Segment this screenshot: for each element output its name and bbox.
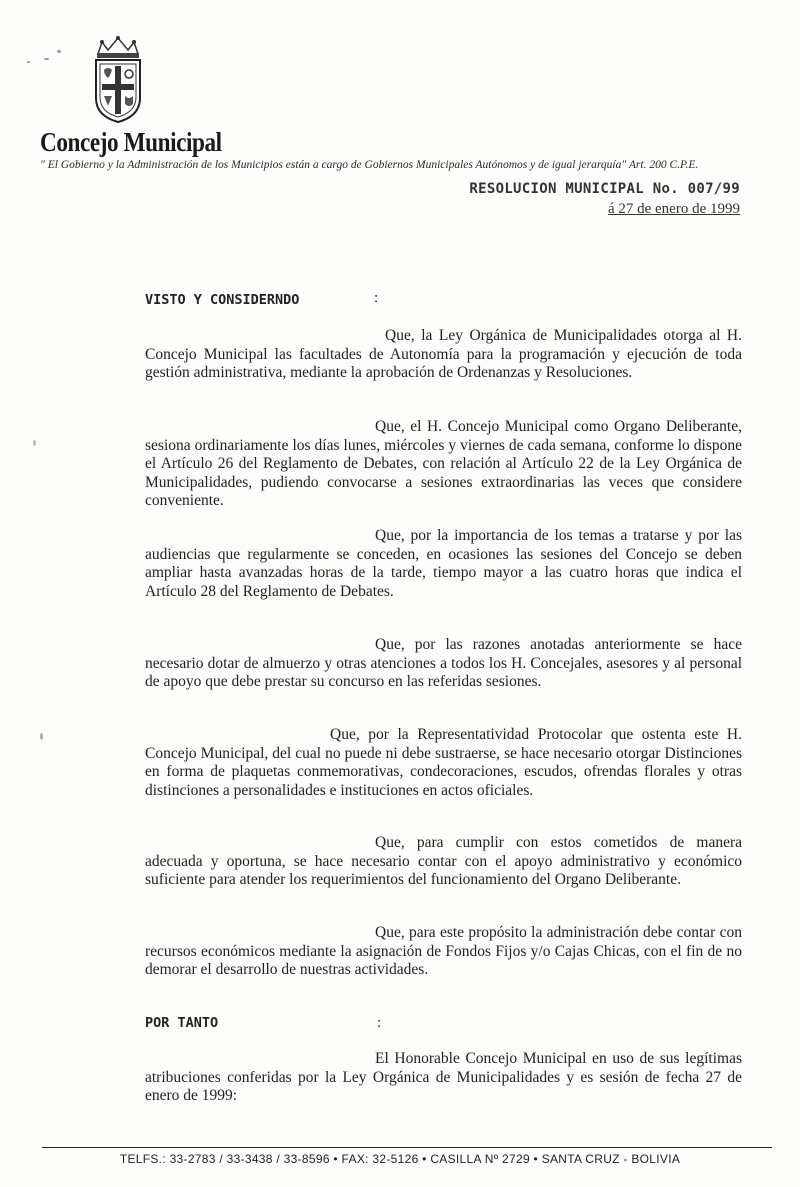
scan-mark <box>40 733 43 740</box>
municipal-crest-icon <box>88 36 148 126</box>
visto-considerando-heading: VISTO Y CONSIDERNDO <box>145 292 300 308</box>
considerando-paragraph-7: Que, para este propósito la administración debe contar con recursos económicos mediante la asignación de Fondos Fijos y/o Cajas Chicas, con el fin de no demorar el desarrollo de nuestras actividades. <box>145 924 742 978</box>
footer-contact: TELFS.: 33-2783 / 33-3438 / 33-8596 • FAX: 32-5126 • CASILLA Nº 2729 • SANTA CRUZ - BOLIVIA <box>119 1152 681 1166</box>
resolution-title: RESOLUCION MUNICIPAL No. 007/99 <box>469 181 740 197</box>
scan-mark <box>33 440 36 446</box>
scan-mark <box>57 50 61 53</box>
footer-divider <box>42 1147 772 1148</box>
motto-reference: Art. 200 C.P.E. <box>628 159 699 171</box>
motto-text: " El Gobierno y la Administración de los Municipios están a cargo de Gobiernos Municipales Autónomos y de igual jerarquía" <box>40 159 627 171</box>
considerando-paragraph-1: Que, la Ley Orgánica de Municipalidades otorga al H. Concejo Municipal las facultades de Autonomía para la programación y ejecución de toda gestión administrativa, mediante la aprobación de Ordenanzas y Resoluciones. <box>145 327 742 381</box>
resolution-date: á 27 de enero de 1999 <box>607 201 740 217</box>
considerando-paragraph-6: Que, para cumplir con estos cometidos de manera adecuada y oportuna, se hace necesario contar con el apoyo administrativo y económico suficiente para atender los requerimientos del funcionamiento del Organo Deliberante. <box>145 834 742 888</box>
scan-mark <box>44 58 49 60</box>
considerando-paragraph-5: Que, por la Representatividad Protocolar que ostenta este H. Concejo Municipal, del cual no puede ni debe sustraerse, se hace necesario otorgar Distinciones en forma de plaquetas conmemorativas, condecoraciones, escudos, ofrendas florales y otras distinciones a personalidades e instituciones en actos oficiales. <box>145 726 742 799</box>
considerando-paragraph-3: Que, por la importancia de los temas a tratarse y por las audiencias que regularmente se conceden, en ocasiones las sesiones del Concejo se deben ampliar hasta avanzadas horas de la tarde, tiempo mayor a las cuatro horas que indica el Artículo 28 del Reglamento de Debates. <box>145 527 742 600</box>
heading-colon: : <box>374 290 379 306</box>
considerando-paragraph-2: Que, el H. Concejo Municipal como Organo Deliberante, sesiona ordinariamente los días lunes, miércoles y viernes de cada semana, conforme lo dispone el Artículo 26 del Reglamento de Debates, con relación al Artículo 22 de la Ley Orgánica de Municipalidades, pudiendo convocarse a sesiones extraordinarias las veces que considere conveniente. <box>145 418 742 509</box>
considerando-paragraph-4: Que, por las razones anotadas anteriormente se hace necesario dotar de almuerzo y otras atenciones a todos los H. Concejales, asesores y al personal de apoyo que debe prestar su concurso en las referidas sesiones. <box>145 636 742 690</box>
heading-colon: : <box>377 1015 382 1031</box>
institution-name: Concejo Municipal <box>40 127 222 157</box>
por-tanto-heading: POR TANTO <box>145 1015 219 1031</box>
scan-mark <box>27 61 30 63</box>
constitution-motto <box>40 159 750 171</box>
closing-paragraph: El Honorable Concejo Municipal en uso de sus legítimas atribuciones conferidas por la Ley Orgánica de Municipalidades y es sesión de fecha 27 de enero de 1999: <box>145 1050 742 1104</box>
